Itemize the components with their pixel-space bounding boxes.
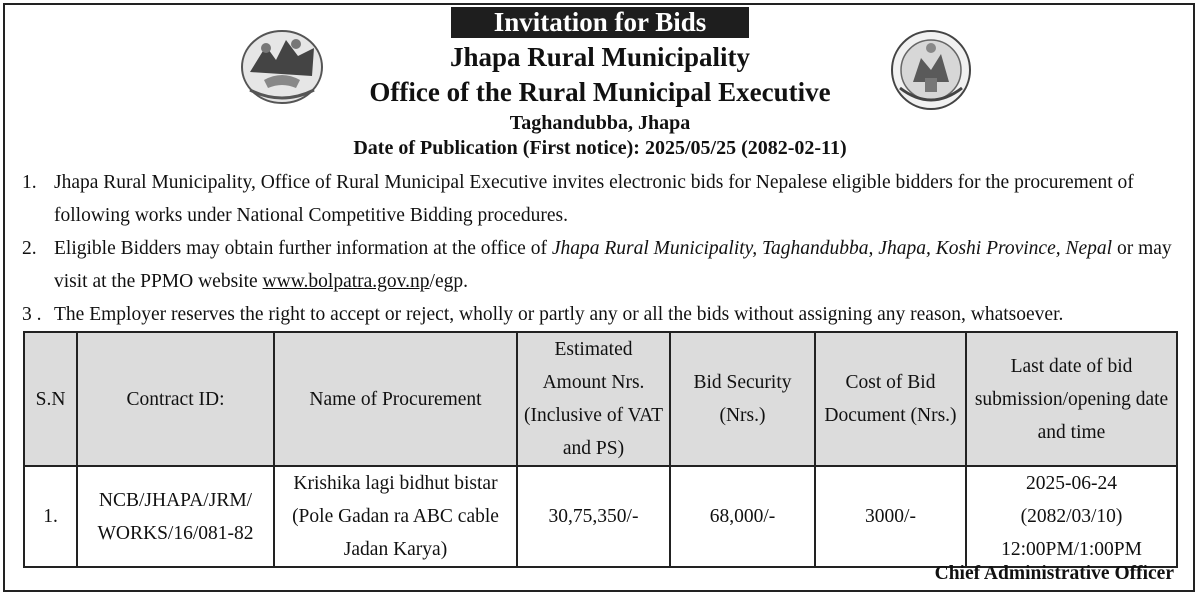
cell-estimated-amount: 30,75,350/- (517, 466, 670, 567)
paragraph-text-part: or may visit at the PPMO website (54, 238, 1172, 292)
header-estimated-amount: Estimated Amount Nrs. (Inclusive of VAT and PS) (517, 332, 670, 466)
publication-date: Date of Publication (First notice): 2025/05/25 (2082-02-11) (353, 137, 847, 159)
paragraph-text: The Employer reserves the right to accept or reject, wholly or partly any or all the bids without assigning any reason, whatsoever. (54, 304, 1064, 325)
cell-bid-document-cost: 3000/- (815, 466, 966, 567)
ppmo-website-link[interactable]: www.bolpatra.gov.np (262, 271, 430, 292)
cell-sn: 1. (24, 466, 77, 567)
cell-contract-id: NCB/JHAPA/JRM/ WORKS/16/081-82 (77, 466, 274, 567)
header-sn: S.N (24, 332, 77, 466)
cell-last-date (966, 466, 1177, 567)
last-date-bs: (2082/03/10) (1020, 506, 1123, 527)
header-procurement-name: Name of Procurement (274, 332, 517, 466)
office-address: Taghandubba, Jhapa (509, 112, 691, 134)
office-location-italic: Jhapa Rural Municipality, Taghandubba, Jhapa, Koshi Province, Nepal (551, 238, 1113, 259)
table-header-row (24, 332, 1177, 466)
cell-procurement-name: Krishika lagi bidhut bistar (Pole Gadan ra ABC cable Jadan Karya) (274, 466, 517, 567)
organization-title: Jhapa Rural Municipality (449, 42, 751, 72)
paragraph-number: 3 . (22, 304, 42, 325)
signatory-title: Chief Administrative Officer (934, 563, 1174, 584)
header-last-date: Last date of bid submission/opening date and time (966, 332, 1177, 466)
office-title: Office of the Rural Municipal Executive (369, 77, 831, 107)
paragraph-text (54, 232, 1182, 298)
last-date-time: 12:00PM/1:00PM (1001, 539, 1142, 560)
paragraph-text-part: /egp. (429, 271, 468, 292)
paragraph-text-part: Eligible Bidders may obtain further information at the office of (54, 238, 552, 259)
cell-bid-security: 68,000/- (670, 466, 815, 567)
bids-table (23, 331, 1178, 568)
paragraph-number: 2. (22, 238, 37, 259)
header-bid-document-cost: Cost of Bid Document (Nrs.) (815, 332, 966, 466)
paragraph-3 (22, 298, 1182, 331)
paragraph-number: 1. (22, 172, 37, 193)
table-row (24, 466, 1177, 567)
header-bid-security: Bid Security (Nrs.) (670, 332, 815, 466)
notice-banner: Invitation for Bids (451, 7, 749, 38)
paragraph-2 (22, 232, 1182, 298)
paragraph-text: Jhapa Rural Municipality, Office of Rural Municipal Executive invites electronic bids for Nepalese eligible bidders for the procurement of following works under National Competitive Bidding procedures. (54, 172, 1134, 226)
header-contract-id: Contract ID: (77, 332, 274, 466)
last-date-ad: 2025-06-24 (1026, 473, 1117, 494)
paragraph-1 (22, 166, 1182, 232)
